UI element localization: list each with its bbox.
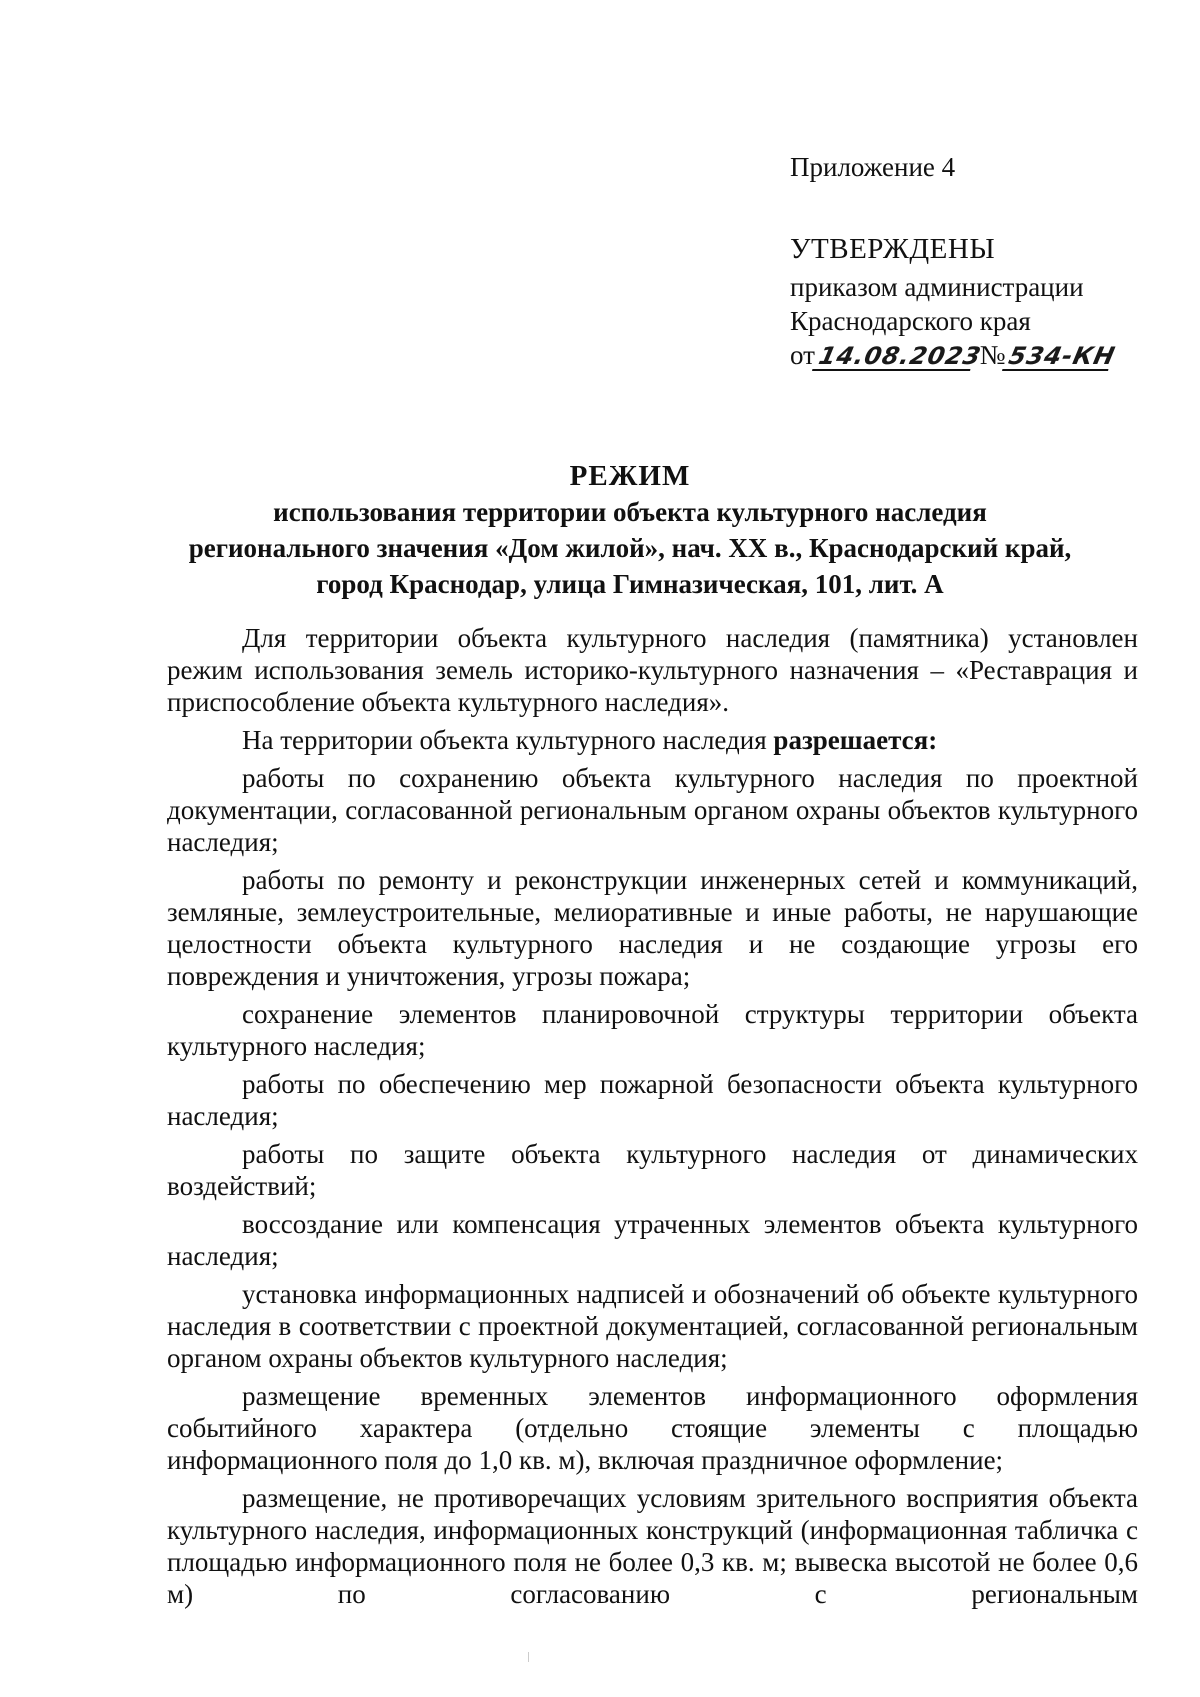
list-item: установка информационных надписей и обозначений об объекте культурного наследия в соответствии с проектной документацией, согласованной региональным органом охраны объектов культурного наследия; <box>167 1279 1138 1373</box>
list-item: размещение, не противоречащих условиям зрительного восприятия объекта культурного наследия, информационных конструкций (информационная табличка с площадью информационного поля не более 0,3 кв. м; вывеска высотой не более 0,6 м) по согласованию с региональным <box>167 1483 1138 1609</box>
title-main: РЕЖИМ <box>569 460 691 492</box>
issuer-line-2: Краснодарского края <box>790 306 1031 336</box>
title-line-1: использования территории объекта культурного наследия <box>273 497 987 527</box>
list-item: работы по защите объекта культурного наследия от динамических воздействий; <box>167 1139 1138 1201</box>
appendix-label: Приложение 4 <box>790 152 956 182</box>
title-line-2: регионального значения «Дом жилой», нач. XX в., Краснодарский край, <box>188 533 1072 563</box>
list-item: воссоздание или компенсация утраченных элементов объекта культурного наследия; <box>167 1209 1138 1271</box>
document-title <box>120 458 1140 602</box>
list-item: работы по ремонту и реконструкции инженерных сетей и коммуникаций, земляные, землеустроительные, мелиоративные и иные работы, не нарушающие целостности объекта культурного наследия и не создающие угрозы его повреждения и уничтожения, угрозы пожара; <box>167 865 1138 991</box>
paragraph-allowed-heading <box>167 724 1138 756</box>
list-item: сохранение элементов планировочной структуры территории объекта культурного наследия; <box>167 999 1138 1061</box>
allowed-heading-bold: разрешается: <box>773 725 938 755</box>
order-line <box>790 338 1170 372</box>
issuer-line-1: приказом администрации <box>790 272 1084 302</box>
list-item: размещение временных элементов информационного оформления событийного характера (отдельно стоящие элементы с площадью информационного поля до 1,0 кв. м), включая праздничное оформление; <box>167 1381 1138 1475</box>
document-body <box>167 622 1138 1616</box>
title-line-3: город Краснодар, улица Гимназическая, 101, лит. А <box>316 569 944 599</box>
approval-block <box>790 150 1170 372</box>
approved-stamp-text: УТВЕРЖДЕНЫ <box>790 233 996 265</box>
allowed-heading-text: На территории объекта культурного наследия <box>242 725 774 755</box>
handwritten-number: 534-КН <box>1002 343 1114 371</box>
scan-mark <box>528 1652 529 1662</box>
list-item: работы по обеспечению мер пожарной безопасности объекта культурного наследия; <box>167 1069 1138 1131</box>
list-item: работы по сохранению объекта культурного наследия по проектной документации, согласованной региональным органом охраны объектов культурного наследия; <box>167 763 1138 857</box>
paragraph-intro: Для территории объекта культурного наследия (памятника) установлен режим использования земель историко-культурного назначения – «Реставрация и приспособление объекта культурного наследия». <box>167 623 1138 717</box>
number-label: № <box>979 340 1006 370</box>
handwritten-date: 14.08.2023 <box>812 343 976 371</box>
from-label: от <box>790 340 815 370</box>
